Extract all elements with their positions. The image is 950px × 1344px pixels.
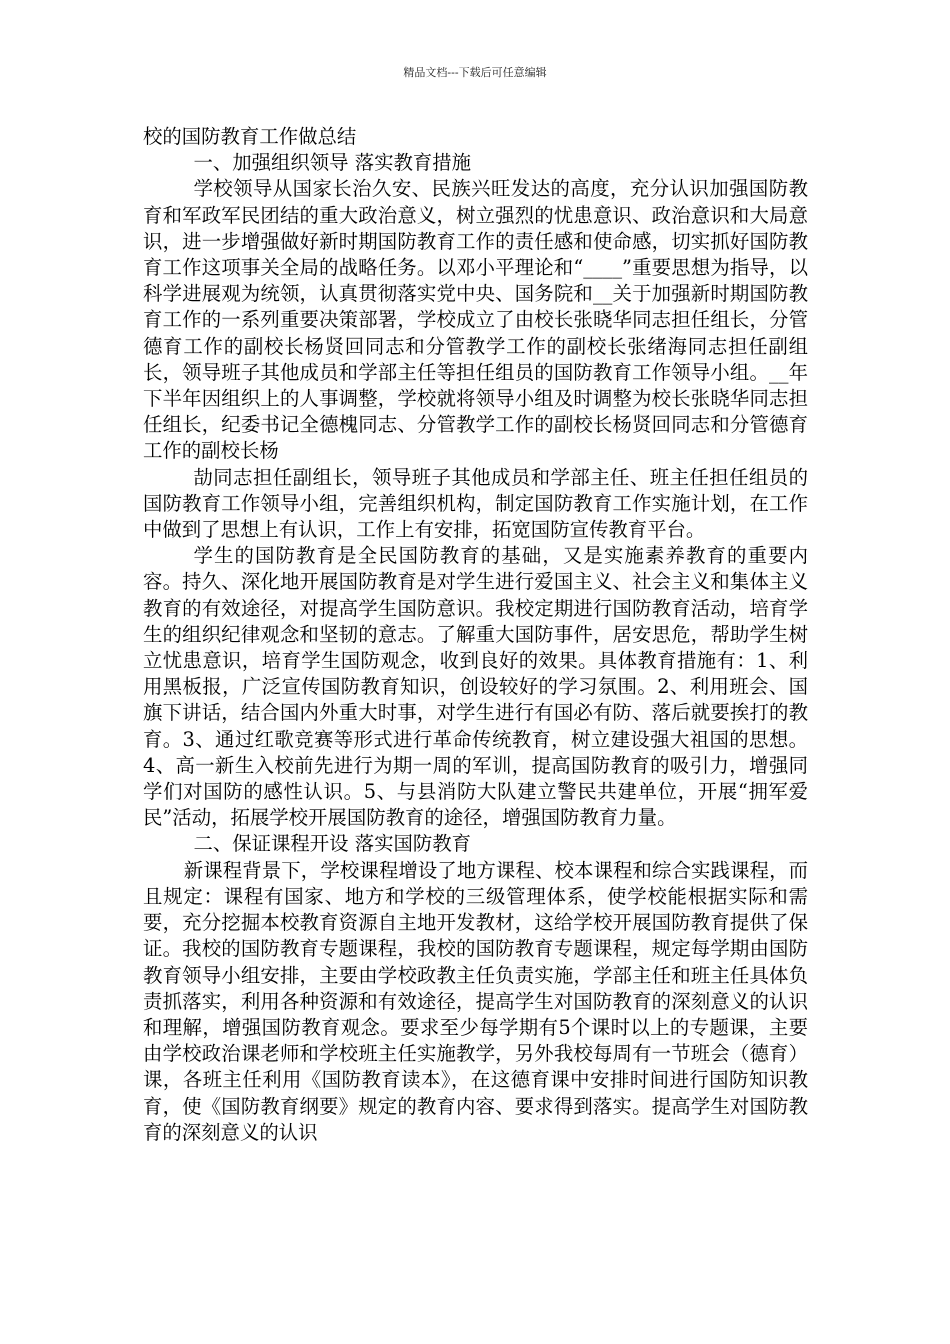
paragraph-3: 学生的国防教育是全民国防教育的基础，又是实施素养教育的重要内容。持久、深化地开展国防教育是对学生进行爱国主义、社会主义和集体主义教育的有效途径，对提高学生国防意识。我校定期进行国防教育活动，培育学生的组织纪律观念和坚韧的意志。了解重大国防事件，居安思危，帮助学生树立忧患意识，培育学生国防观念，收到良好的效果。具体教育措施有：1、利用黑板报，广泛宣传国防教育知识，创设较好的学习氛围。2、利用班会、国旗下讲话，结合国内外重大时事，对学生进行有国必有防、落后就要挨打的教育。3、通过红歌竞赛等形式进行革命传统教育，树立建设强大祖国的思想。4、高一新生入校前先进行为期一周的军训，提高国防教育的吸引力，增强同学们对国防的感性认识。5、与县消防大队建立警民共建单位，开展“拥军爱民”活动，拓展学校开展国防教育的途径，增强国防教育力量。 [143,544,808,830]
paragraph-1: 学校领导从国家长治久安、民族兴旺发达的高度，充分认识加强国防教育和军政军民团结的重大政治意义，树立强烈的忧患意识、政治意识和大局意识，进一步增强做好新时期国防教育工作的责任感和使命感，切实抓好国防教育工作这项事关全局的战略任务。以邓小平理论和“____”重要思想为指导，以科学进展观为统领，认真贯彻落实党中央、国务院和__关于加强新时期国防教育工作的一系列重要决策部署，学校成立了由校长张晓华同志担任组长，分管德育工作的副校长杨贤回同志和分管教学工作的副校长张绪海同志担任副组长，领导班子其他成员和学部主任等担任组员的国防教育工作领导小组。__年下半年因组织上的人事调整，学校就将领导小组及时调整为校长张晓华同志担任组长，纪委书记全德槐同志、分管教学工作的副校长杨贤回同志和分管德育工作的副校长杨 [143,177,808,463]
paragraph-4: 新课程背景下，学校课程增设了地方课程、校本课程和综合实践课程，而且规定：课程有国家、地方和学校的三级管理体系，使学校能根据实际和需要，充分挖掘本校教育资源自主地开发教材，这给学校开展国防教育提供了保证。我校的国防教育专题课程，我校的国防教育专题课程，规定每学期由国防教育领导小组安排，主要由学校政教主任负责实施，学部主任和班主任具体负责抓落实，利用各种资源和有效途径，提高学生对国防教育的深刻意义的认识和理解，增强国防教育观念。要求至少每学期有5个课时以上的专题课，主要由学校政治课老师和学校班主任实施教学，另外我校每周有一节班会（德育）课，各班主任利用《国防教育读本》，在这德育课中安排时间进行国防知识教育，使《国防教育纲要》规定的教育内容、要求得到落实。提高学生对国防教育的深刻意义的认识 [143,858,808,1144]
document-body [143,124,808,1146]
document-title: 校的国防教育工作做总结 [143,125,357,148]
paragraph-2: 劼同志担任副组长，领导班子其他成员和学部主任、班主任担任组员的国防教育工作领导小组，完善组织机构，制定国防教育工作实施计划，在工作中做到了思想上有认识，工作上有安排，拓宽国防宣传教育平台。 [143,465,808,542]
section-heading-2: 二、保证课程开设 落实国防教育 [193,832,472,856]
section-heading-1: 一、加强组织领导 落实教育措施 [193,151,472,175]
page-header: 精品文档---下载后可任意编辑 [403,66,547,79]
